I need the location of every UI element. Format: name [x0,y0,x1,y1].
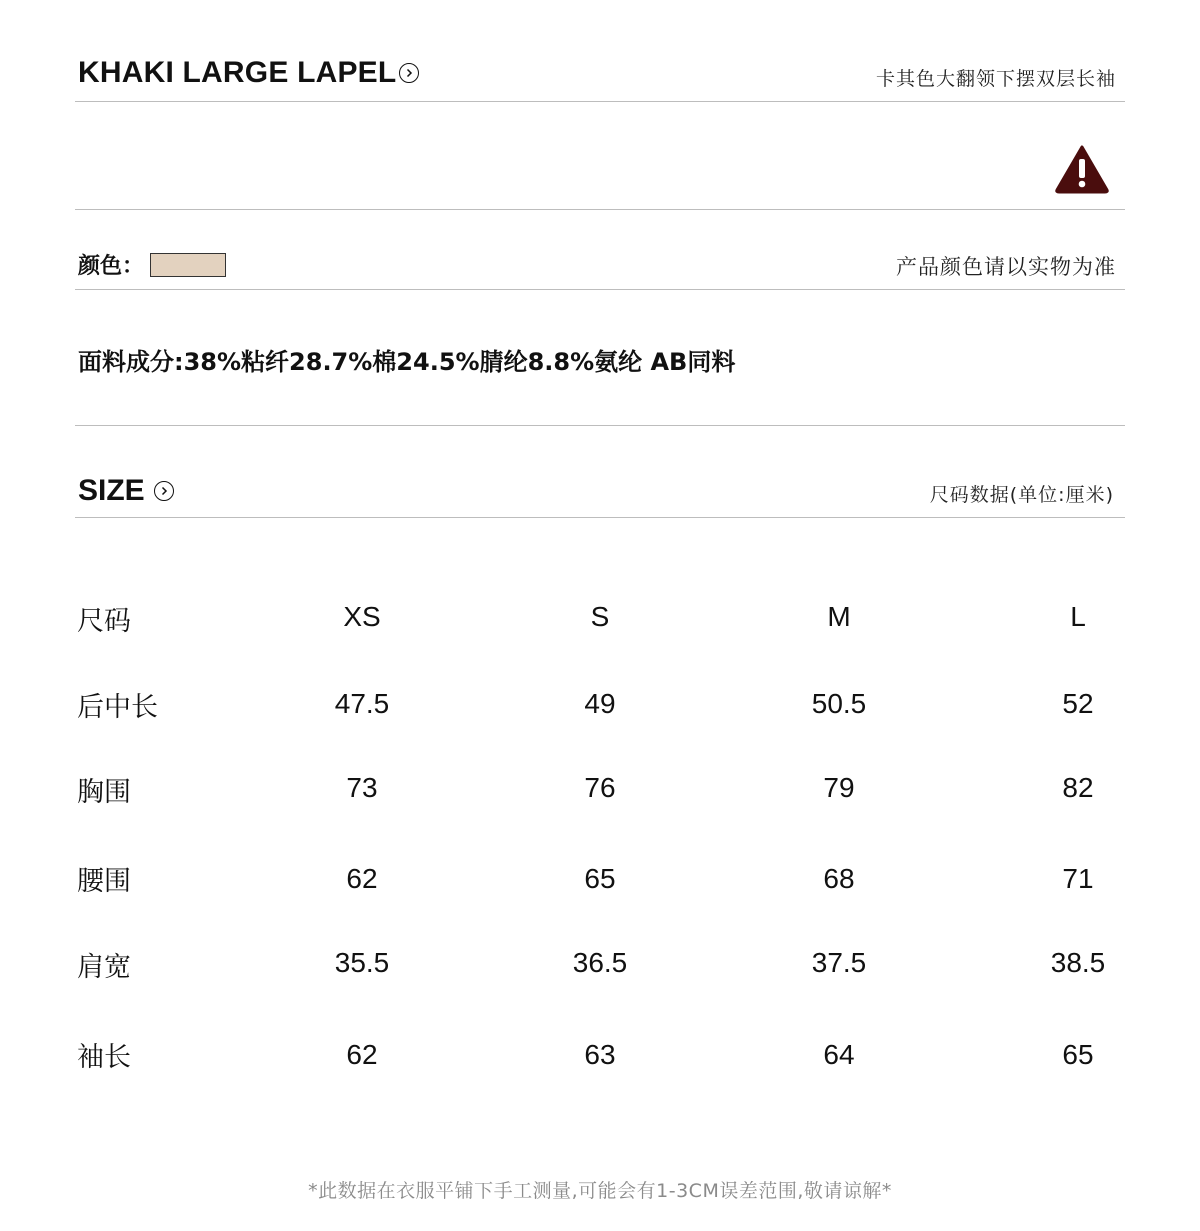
size-header-cell: S [590,601,610,632]
table-cell: 50.5 [811,688,867,719]
circle-chevron-right-icon [154,481,174,501]
table-cell: 68 [823,863,855,894]
table-cell: 73 [346,772,378,803]
table-cell: 64 [823,1039,855,1070]
size-header-cell: L [1070,601,1086,632]
table-cell: 62 [346,863,378,894]
table-cell: 65 [584,863,616,894]
divider [75,517,1125,518]
divider [75,289,1125,290]
product-subtitle: 卡其色大翻领下摆双层长袖 [875,68,1116,90]
size-title-text: SIZE [78,474,145,507]
divider [75,425,1125,426]
circle-chevron-right-icon [399,63,419,83]
table-row-label: 腰围 [77,866,131,897]
table-cell: 82 [1062,772,1094,803]
color-note: 产品颜色请以实物为准 [896,255,1116,279]
size-header-cell: XS [343,601,381,632]
color-label: 颜色： [78,254,145,279]
table-cell: 79 [823,772,855,803]
table-cell: 36.5 [572,947,628,978]
table-cell: 52 [1062,688,1094,719]
size-header-cell: M [827,601,851,632]
product-title-text: KHAKI LARGE LAPEL [78,56,397,89]
table-cell: 47.5 [334,688,390,719]
table-cell: 62 [346,1039,378,1070]
table-cell: 35.5 [334,947,390,978]
fabric-composition: 面料成分:38%粘纤28.7%棉24.5%腈纶8.8%氨纶 AB同料 [78,348,736,376]
size-section-title [78,474,174,508]
color-swatch [150,253,226,277]
size-unit-note: 尺码数据(单位:厘米) [929,484,1114,506]
divider [75,209,1125,210]
divider [75,101,1125,102]
product-title [78,56,419,90]
table-row-label: 袖长 [77,1042,131,1073]
color-row [78,249,226,280]
table-cell: 37.5 [811,947,867,978]
table-row-label: 肩宽 [77,952,131,983]
warning-triangle-icon [1054,144,1110,194]
table-cell: 38.5 [1050,947,1106,978]
table-row-label: 后中长 [77,692,158,723]
table-cell: 76 [584,772,616,803]
table-cell: 49 [584,688,616,719]
measurement-footnote: *此数据在衣服平铺下手工测量,可能会有1-3CM误差范围,敬请谅解* [308,1180,892,1202]
table-cell: 63 [584,1039,616,1070]
table-cell: 65 [1062,1039,1094,1070]
table-cell: 71 [1062,863,1094,894]
table-row-label: 胸围 [77,777,131,808]
size-header-label: 尺码 [77,606,131,637]
